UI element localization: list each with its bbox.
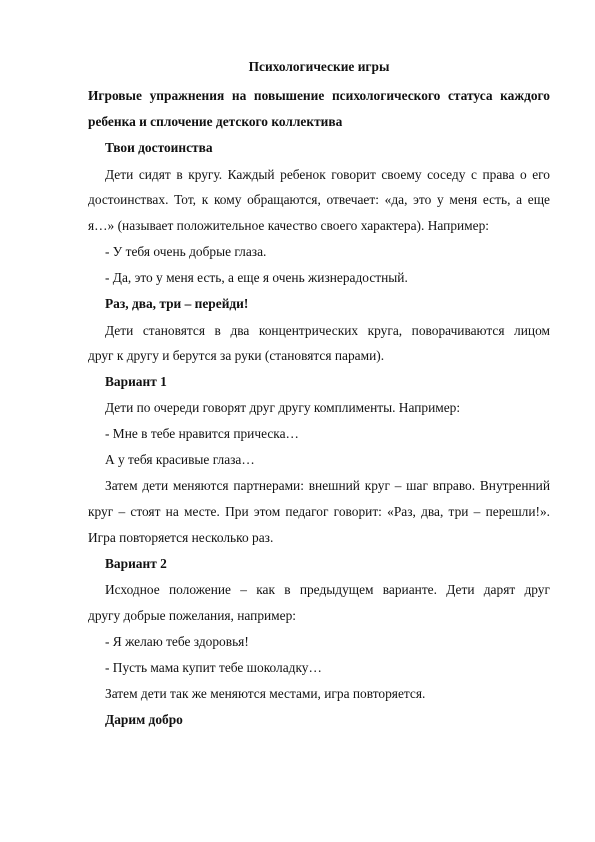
paragraph-line: Дети становятся в два концентрических круга, поворачиваются лицом <box>105 323 550 338</box>
dialog-line: - Мне в тебе нравится прическа… <box>105 426 299 441</box>
paragraph-line: Затем дети меняются партнерами: внешний круг – шаг вправо. Внутренний <box>105 478 550 493</box>
paragraph-line: Исходное положение – как в предыдущем варианте. Дети дарят друг <box>105 582 550 597</box>
variant-2-heading: Вариант 2 <box>105 556 167 571</box>
paragraph-line: друг к другу и берутся за руки (становятся парами). <box>88 348 385 363</box>
dialog-line: А у тебя красивые глаза… <box>105 452 255 467</box>
paragraph-line: Затем дети так же меняются местами, игра повторяется. <box>105 686 426 701</box>
paragraph-line: я…» (называет положительное качество своего характера). Например: <box>88 218 490 233</box>
paragraph-line: достоинствах. Тот, к кому обращаются, отвечает: «да, это у меня есть, а еще <box>88 192 550 207</box>
subtitle-line-2: ребенка и сплочение детского коллектива <box>88 114 343 129</box>
dialog-line: - Да, это у меня есть, а еще я очень жизнерадостный. <box>105 270 408 285</box>
paragraph-line: Дети по очереди говорят друг другу комплименты. Например: <box>105 400 461 415</box>
paragraph-line: круг – стоят на месте. При этом педагог говорит: «Раз, два, три – перешли!». <box>88 504 550 519</box>
paragraph-line: Дети сидят в кругу. Каждый ребенок говорит своему соседу с права о его <box>105 167 550 182</box>
section-heading-your-merits: Твои достоинства <box>105 140 213 155</box>
section-heading-one-two-three: Раз, два, три – перейди! <box>105 296 249 311</box>
paragraph-line: другу добрые пожелания, например: <box>88 608 297 623</box>
section-heading-give-kindness: Дарим добро <box>105 712 183 727</box>
variant-1-heading: Вариант 1 <box>105 374 167 389</box>
dialog-line: - Я желаю тебе здоровья! <box>105 634 249 649</box>
subtitle-line-1: Игровые упражнения на повышение психологического статуса каждого <box>88 88 550 103</box>
dialog-line: - Пусть мама купит тебе шоколадку… <box>105 660 322 675</box>
page-title: Психологические игры <box>248 59 390 74</box>
paragraph-line: Игра повторяется несколько раз. <box>88 530 274 545</box>
dialog-line: - У тебя очень добрые глаза. <box>105 244 267 259</box>
